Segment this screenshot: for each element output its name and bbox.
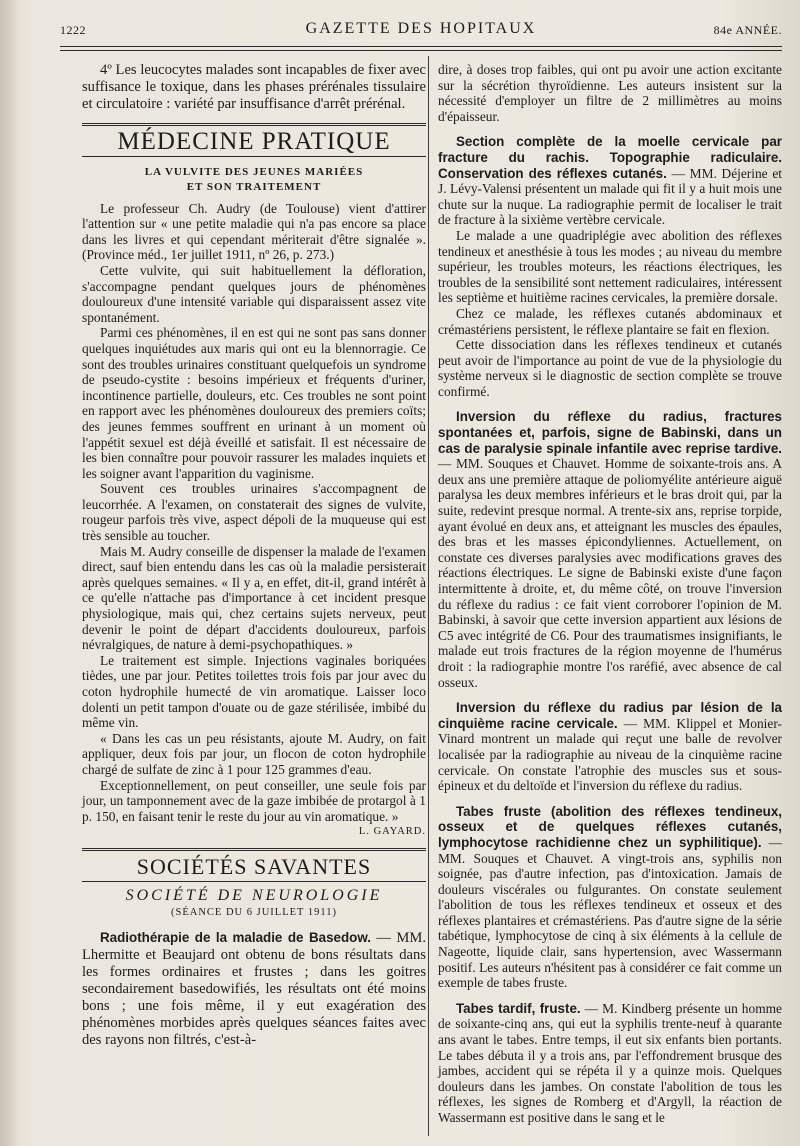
article-heading: Inversion du réflexe du radius, fractures spontanées et, parfois, signe de Babinski, dans un cas de paralysie spinale infantile avec reprise tardive.: [438, 409, 782, 456]
article-heading: Section complète de la moelle cervicale par fracture du rachis. Topographie radiculaire. Conservation des réflexes cutanés.: [438, 134, 782, 181]
article-subtitle-line2: ET SON TRAITEMENT: [186, 180, 322, 193]
paragraph: Parmi ces phénomènes, il en est qui ne sont pas sans donner quelques inquiétudes aux maris qui ont eu la blennorragie. Ce sont des troubles urinaires constituant quelquefois un syndrome de pseudo-cystite : besoins impérieux et fréquents d'uriner, incontinence partielle, douleurs, etc. Ces troubles ne sont point en rapport avec les phénomènes douloureux des premiers coïts; des jeunes femmes souffrent en urinant à un moment où l'appétit sexuel est déjà éveillé et satisfait. Il est nécessaire de les bien connaître pour pouvoir rassurer les malades inquiets et les soigner avant l'apparition du vaginisme.: [82, 325, 426, 481]
scan-edge-shadow: [0, 0, 18, 1146]
section-rule-3: [82, 848, 426, 851]
intro-paragraph: 4º Les leucocytes malades sont incapables de fixer avec suffisance le toxique, dans les phases prérénales tissulaire et circulatoire : variété par insuffisance d'arrêt prérénal.: [82, 62, 426, 112]
section-rule-2: [82, 156, 426, 157]
page-header: [60, 20, 782, 42]
article-subtitle: [82, 165, 426, 195]
article-text: — MM. Klippel et Monier-Vinard montrent un malade qui reçut une balle de revolver localisée par la radiographie au niveau de la cinquième racine cervicale. On constate l'atrophie des muscles sus et sous-épineux et du deltoïde et l'inversion du réflexe du radius.: [438, 715, 782, 794]
section-rule: [82, 123, 426, 126]
article-text: — MM. Lhermitte et Beaujard ont obtenu de bons résultats dans les formes ordinaires et frustes ; dans les goitres secondairement basedowifiés, les résultats ont été moins bons ; une fois même, il y eut exagération des phénomènes morbides après quelques séances faites avec des rayons non filtrés, c'est-à-: [82, 929, 426, 1048]
article-subtitle-line1: LA VULVITE DES JEUNES MARIÉES: [144, 165, 364, 178]
paragraph: Le traitement est simple. Injections vaginales boriquées tièdes, une par jour. Petites toilettes trois fois par jour avec du coton hydrophile humecté de vin aromatique. Laisser loco dolenti un petit tampon d'ouate ou de gaze stérilisée, imbibé du même vin.: [82, 652, 426, 731]
paragraph: Cette vulvite, qui suit habituellement la défloration, s'accompagne pendant quelques jours de phénomènes douloureux d'une intensité variable qui disparaissent assez vite spontanément.: [82, 262, 426, 325]
section-title: MÉDECINE PRATIQUE: [117, 128, 391, 155]
paragraph: Exceptionnellement, on peut conseiller, une seule fois par jour, un tamponnement avec de la gaze imbibée de protargol à 1 p. 150, en faisant tenir le reste du jour au vin aromatique. »: [82, 777, 426, 824]
right-column: [438, 62, 782, 1126]
societies-title: SOCIÉTÉS SAVANTES: [136, 853, 372, 879]
journal-title: GAZETTE DES HOPITAUX: [305, 20, 537, 37]
seance-date: (SÉANCE DU 6 JUILLET 1911): [171, 907, 337, 919]
paragraph: Mais M. Audry conseille de dispenser la malade de l'examen direct, sauf bien entendu dans les cas où la maladie persisterait après quelques semaines. « Il y a, en effet, dit-il, grand intérêt à ce qu'elle n'attache pas d'importance à cet incident presque physiologique, mais qui, chez certains sujets nerveux, peut devenir le point de départ d'accidents douloureux, parfois névralgiques, de nature à demi-psychopathiques. »: [82, 543, 426, 653]
paragraph: Le professeur Ch. Audry (de Toulouse) vient d'attirer l'attention sur « une petite maladie qui n'a pas encore sa place dans les livres et qui cependant mériterait d'être signalée ». (Province méd., 1er juillet 1911, nº 26, p. 273.): [82, 200, 426, 263]
paragraph: Souvent ces troubles urinaires s'accompagnent de leucorrhée. A l'examen, on constaterait des signes de vulvite, rougeur parfois très vive, aspect dépoli de la muqueuse qui est très sensible au toucher.: [82, 481, 426, 544]
continued-paragraph: dire, à doses trop faibles, qui ont pu avoir une action excitante sur la sécrétion thyroïdienne. Les auteurs insistent sur la nécessité d'employer un filtre de 2 millimètres au moins d'épaisseur.: [438, 62, 782, 124]
paragraph: Le malade a une quadriplégie avec abolition des réflexes tendineux et anesthésie à tous les modes ; au niveau du membre supérieur, les troubles moteurs, les réactions électriques, les troubles de la sensibilité sont nettement radiculaires, intéressent les septième et huitième racines cervicales, la première dorsale.: [438, 227, 782, 306]
article: [438, 1001, 782, 1126]
paragraph: Chez ce malade, les réflexes cutanés abdominaux et crémastériens persistent, le réflexe plantaire se fait en flexion.: [438, 305, 782, 337]
left-column: [82, 62, 426, 1049]
article-heading: Tabes tardif, fruste.: [456, 1000, 581, 1016]
page-number: 1222: [60, 23, 86, 37]
article-text: — MM. Déjerine et J. Lévy-Valensi présentent un malade qui fit il y a huit mois une chute sur la nuque. La radiographie permit de localiser le trait de fracture à la sixième vertèbre cervicale.: [438, 165, 782, 228]
author-signature: L. GAYARD.: [358, 826, 426, 838]
article: [438, 804, 782, 991]
basedow-article: [82, 929, 426, 1049]
paragraph: Cette dissociation dans les réflexes tendineux et cutanés peut avoir de l'importance au point de vue de la physiologie du système nerveux si le diagnostic de section complète se trouve confirmé.: [438, 337, 782, 399]
article-text: — MM. Souques et Chauvet. Homme de soixante-trois ans. A deux ans une première attaque de poliomyélite antérieure aiguë paralysa les deux membres inférieurs et le bras droit qui, par la suite, redevint presque normal. A trente-six ans, reprise torpide, ayant évolué en deux ans, et atteignant les muscles des épaules, des bras et les masses épicondyliennes. Actuellement, on constate ces diverses paralysies avec modifications graves des réactions électriques. Le signe de Babinski existe d'une façon intermittente à droite, et, du même côté, on trouve l'inversion du réflexe du radius : ce fait vient corroborer l'opinion de M. Babinski, à savoir que cette inversion appartient aux lésions de C5 avec intégrité de C6. Pour des traumatismes insignifiants, le malade eut trois fractures de la région moyenne de l'humérus droit : la radiographie montre l'os raréfié, avec absence de cal osseux.: [438, 456, 782, 690]
header-rule-thin: [60, 50, 782, 51]
article-text: — MM. Souques et Chauvet. A vingt-trois ans, syphilis non soignée, pas d'autre infection, pas d'intoxication. Jamais de douleurs viscérales ou fulgurantes. On constate seulement l'abolition de tous les réflexes tendineux et osseux et des réflexes plantaires et crémastériens. Pas d'autre signe de la série tabétique, lymphocytose de cinq à six éléments à la cellule de Nageotte, liquide clair, sans hypertension, avec Wassermann positif. Les auteurs n'hésitent pas à considérer ce fait comme un exemple de tabes fruste.: [438, 834, 782, 991]
article-heading: Inversion du réflexe du radius par lésion de la cinquième racine cervicale.: [438, 700, 782, 731]
article-text: — M. Kindberg présente un homme de soixante-cinq ans, qui eut la syphilis trente-neuf à quarante ans avant le tabes. Entre temps, il eut six enfants bien portants. Le tabes débuta il y a trois ans, par l'effondrement brusque des jambes, accident qui se répéta il y a quinze mois. Quelques douleurs dans les jambes. On constate l'abolition de tous les réflexes, les signes de Romberg et d'Argyll, la réaction de Wassermann est positive dans le sang et le: [438, 1000, 782, 1125]
article-heading: Tabes fruste (abolition des réflexes tendineux, osseux et de quelques réflexes cutanés, lymphocytose rachidienne chez un syphilitique).: [438, 803, 782, 850]
article: [438, 134, 782, 399]
paragraph: « Dans les cas un peu résistants, ajoute M. Audry, on fait appliquer, deux fois par jour, un flocon de coton hydrophile chargé de sulfate de zinc à 1 pour 125 grammes d'eau.: [82, 730, 426, 777]
society-name: SOCIÉTÉ DE NEUROLOGIE: [125, 886, 383, 904]
column-divider: [428, 56, 429, 1136]
header-rule: [60, 46, 782, 47]
volume-year: 84e ANNÉE.: [713, 23, 782, 37]
article: [438, 700, 782, 794]
section-rule-4: [82, 881, 426, 882]
article-heading: Radiothérapie de la maladie de Basedow.: [100, 929, 371, 945]
article: [438, 409, 782, 690]
